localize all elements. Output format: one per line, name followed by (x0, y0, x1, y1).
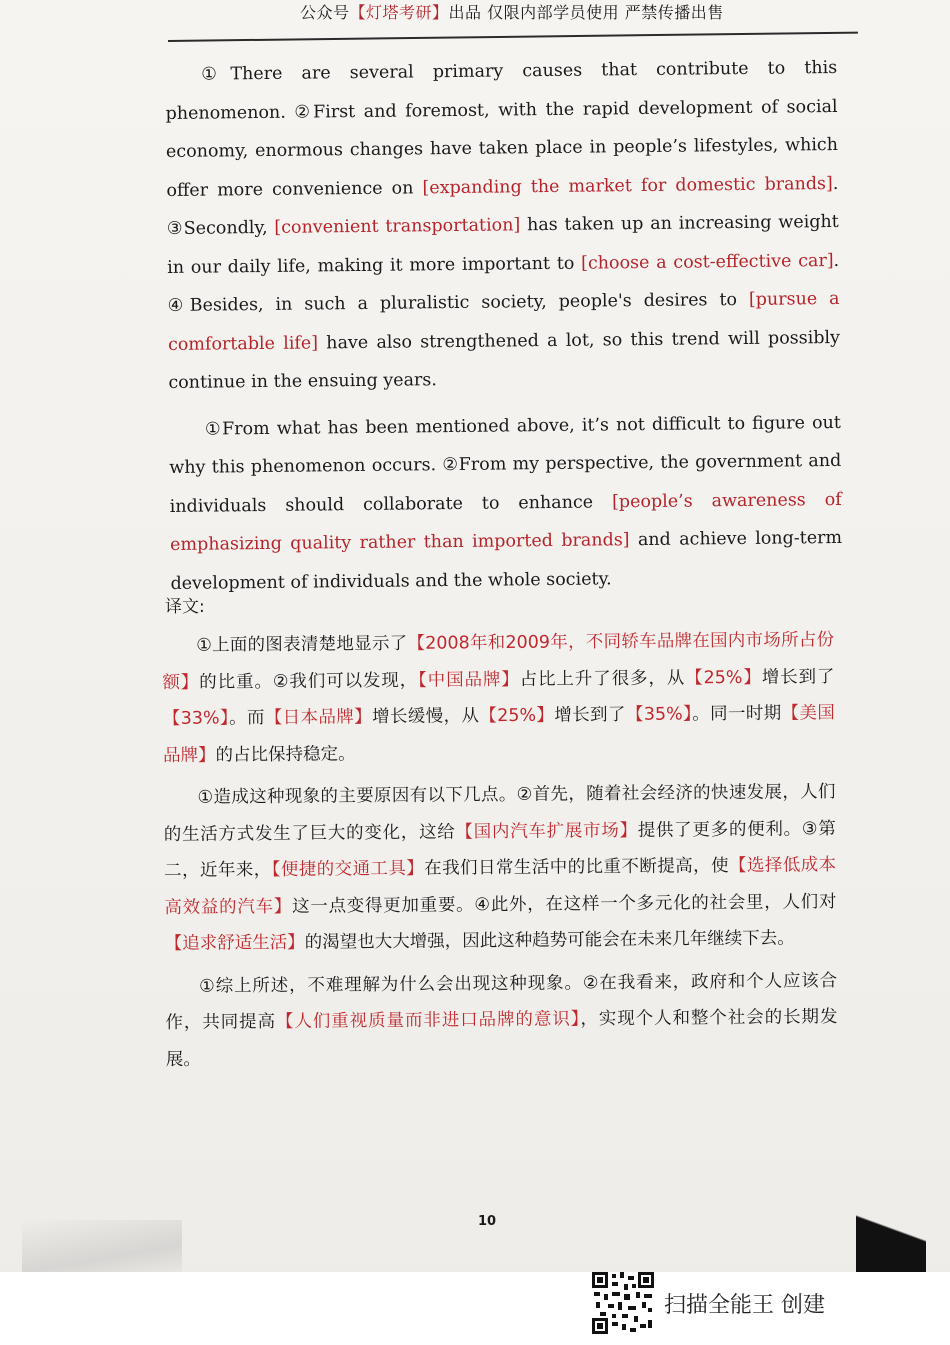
highlighted-phrase: 【中国品牌】 (418, 669, 520, 691)
header-prefix: 公众号 (300, 3, 350, 22)
highlighted-phrase: [expanding the market for domestic brands] (422, 173, 833, 198)
page-number: 10 (478, 1214, 497, 1229)
page-header (300, 0, 820, 36)
text-run: 。同一时期 (692, 703, 782, 725)
text-run: 增长缓慢，从 (372, 706, 480, 728)
chinese-translation (162, 622, 838, 1084)
english-paragraph-2 (169, 403, 843, 603)
text-run: . ③Secondly, (166, 173, 839, 239)
text-run: 增长到了 (554, 704, 626, 726)
text-run: and achieve long-term development of individuals and the whole society. (170, 527, 843, 594)
header-suffix: 出品 仅限内部学员使用 严禁传播出售 (448, 3, 724, 22)
english-text (165, 49, 843, 611)
text-run: 这一点变得更加重要。④此外，在这样一个多元化的社会里，人们对 (291, 891, 837, 917)
scan-edge (856, 1200, 926, 1275)
text-run: have also strengthened a lot, so this trend will possibly continue in the ensuing years. (168, 327, 841, 393)
qr-code-icon (592, 1272, 654, 1334)
highlighted-phrase: 【追求舒适生活】 (164, 932, 305, 954)
text-run: ①From what has been mentioned above, it’s not difficult to figure out why this phenomenon occurs. ②From my perspective, the government and individuals should collaborate to enhance (169, 412, 842, 517)
highlighted-phrase: [pursue a comfortable life] (167, 288, 840, 355)
text-run: 占比上升了很多，从 (519, 667, 686, 690)
chinese-paragraph-3 (165, 963, 838, 1078)
text-run: 。而 (228, 708, 265, 729)
text-run: . ④Besides, in such a pluralistic society, people's desires to (167, 250, 840, 316)
highlighted-phrase: 【25%】 (685, 667, 762, 688)
text-run: 的占比保持稳定。 (215, 743, 356, 766)
highlighted-phrase: [people’s awareness of emphasizing quality rather than imported brands] (170, 489, 842, 555)
chinese-paragraph-1 (162, 622, 835, 774)
text-run: ①综上所述，不难理解为什么会出现这种现象。②在我看来，政府和个人应该合作，共同提高 (165, 970, 838, 1033)
scanner-watermark: 扫描全能王 创建 (664, 1293, 825, 1318)
highlighted-phrase: 【33%】 (162, 708, 230, 729)
translation-label: 译文: (165, 597, 205, 617)
text-run: 的渴望也大大增强，因此这种趋势可能会在未来几年继续下去。 (304, 928, 795, 953)
text-run: ①造成这种现象的主要原因有以下几点。②首先，随着社会经济的快速发展，人们的生活方式发生了巨大的变化，这给 (163, 782, 836, 845)
scan-shadow (22, 1220, 182, 1280)
text-run: ①上面的图表清楚地显示了 (196, 633, 408, 656)
text-run: ①There are several primary causes that contribute to this phenomenon. ②First and foremost, with the rapid development of social economy, enormous changes have taken place in people’s lifestyles, which offer more convenience on (165, 57, 839, 201)
highlighted-phrase: [convenient transportation] (274, 215, 521, 238)
highlighted-phrase: 【25%】 (479, 705, 555, 727)
text-run: ，实现个人和整个社会的长期发展。 (165, 1007, 838, 1070)
header-brand: 【灯塔考研】 (349, 3, 449, 22)
text-run: 提供了更多的便利。③第二，近年来， (164, 818, 836, 881)
highlighted-phrase: [choose a cost-effective car] (580, 250, 834, 274)
highlighted-phrase: 【人们重视质量而非进口品牌的意识】 (275, 1009, 581, 1033)
chinese-paragraph-2 (163, 774, 837, 962)
highlighted-phrase: 【35%】 (625, 704, 693, 725)
highlighted-phrase: 【国内汽车扩展市场】 (455, 820, 638, 842)
english-paragraph-1 (165, 49, 841, 403)
highlighted-phrase: 【2008年和2009年，不同轿车品牌在国内市场所占份额】 (162, 630, 835, 693)
highlighted-phrase: 【日本品牌】 (264, 707, 373, 729)
text-run: 的比重。②我们可以发现， (199, 670, 419, 693)
highlighted-phrase: 【便捷的交通工具】 (271, 858, 425, 881)
text-run: 在我们日常生活中的比重不断提高，使 (424, 856, 730, 879)
text-run: 增长到了 (761, 666, 835, 688)
highlighted-phrase: 【美国品牌】 (163, 703, 835, 766)
text-run: has taken up an increasing weight in our daily life, making it more important to (167, 211, 839, 278)
highlighted-phrase: 【选择低成本高效益的汽车】 (164, 855, 837, 918)
